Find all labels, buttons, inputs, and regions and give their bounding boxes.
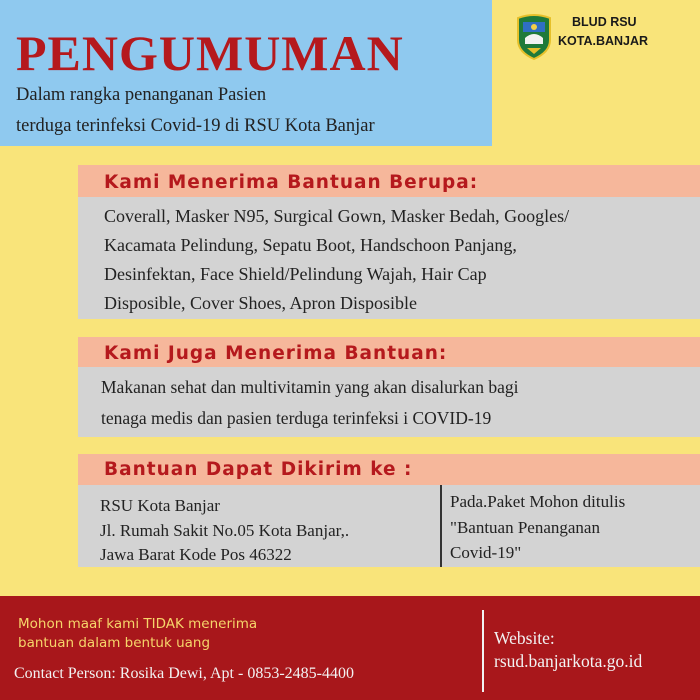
- logo-text-line2: KOTA.BANJAR: [558, 34, 649, 48]
- website-link[interactable]: rsud.banjarkota.go.id: [494, 651, 643, 671]
- note-line2: "Bantuan Penanganan: [450, 518, 600, 537]
- section-heading-shipping: Bantuan Dapat Dikirim ke :: [78, 454, 700, 485]
- note-line1: Pada.Paket Mohon ditulis: [450, 492, 626, 511]
- announcement-header: [0, 0, 492, 146]
- also-accept-line1: Makanan sehat dan multivitamin yang akan disalurkan bagi: [101, 377, 519, 397]
- section-heading-donations: Kami Menerima Bantuan Berupa:: [78, 165, 700, 197]
- donation-items-line3: Desinfektan, Face Shield/Pelindung Wajah, Hair Cap: [104, 264, 487, 284]
- address-line1: RSU Kota Banjar: [100, 496, 220, 515]
- page-title: PENGUMUMAN: [16, 25, 404, 81]
- address-note-divider: [440, 485, 442, 567]
- note-line3: Covid-19": [450, 543, 522, 562]
- logo-text-line1: BLUD RSU: [572, 15, 637, 29]
- section-body-shipping: [78, 485, 700, 567]
- donation-items-line1: Coverall, Masker N95, Surgical Gown, Masker Bedah, Googles/: [104, 206, 570, 226]
- contact-person: Contact Person: Rosika Dewi, Apt - 0853-2485-4400: [14, 665, 354, 682]
- header-subtitle-line1: Dalam rangka penanganan Pasien: [16, 85, 267, 105]
- also-accept-line2: tenaga medis dan pasien terduga terinfeksi i COVID-19: [101, 408, 492, 428]
- footer-divider: [482, 610, 484, 692]
- section-heading-also-accept: Kami Juga Menerima Bantuan:: [78, 337, 700, 367]
- address-line2: Jl. Rumah Sakit No.05 Kota Banjar,.: [100, 521, 350, 540]
- section-body-donations: [78, 197, 700, 319]
- no-money-notice-line2: bantuan dalam bentuk uang: [18, 635, 211, 651]
- donation-items-line2: Kacamata Pelindung, Sepatu Boot, Handschoon Panjang,: [104, 235, 517, 255]
- website-label: Website:: [494, 628, 555, 648]
- header-subtitle-line2: terduga terinfeksi Covid-19 di RSU Kota Banjar: [16, 116, 375, 136]
- regional-emblem-icon: [515, 12, 553, 64]
- donation-items-line4: Disposible, Cover Shoes, Apron Disposible: [104, 293, 417, 313]
- section-body-also-accept: [78, 367, 700, 437]
- address-line3: Jawa Barat Kode Pos 46322: [100, 545, 292, 564]
- no-money-notice-line1: Mohon maaf kami TIDAK menerima: [18, 616, 258, 632]
- footer: [0, 596, 700, 700]
